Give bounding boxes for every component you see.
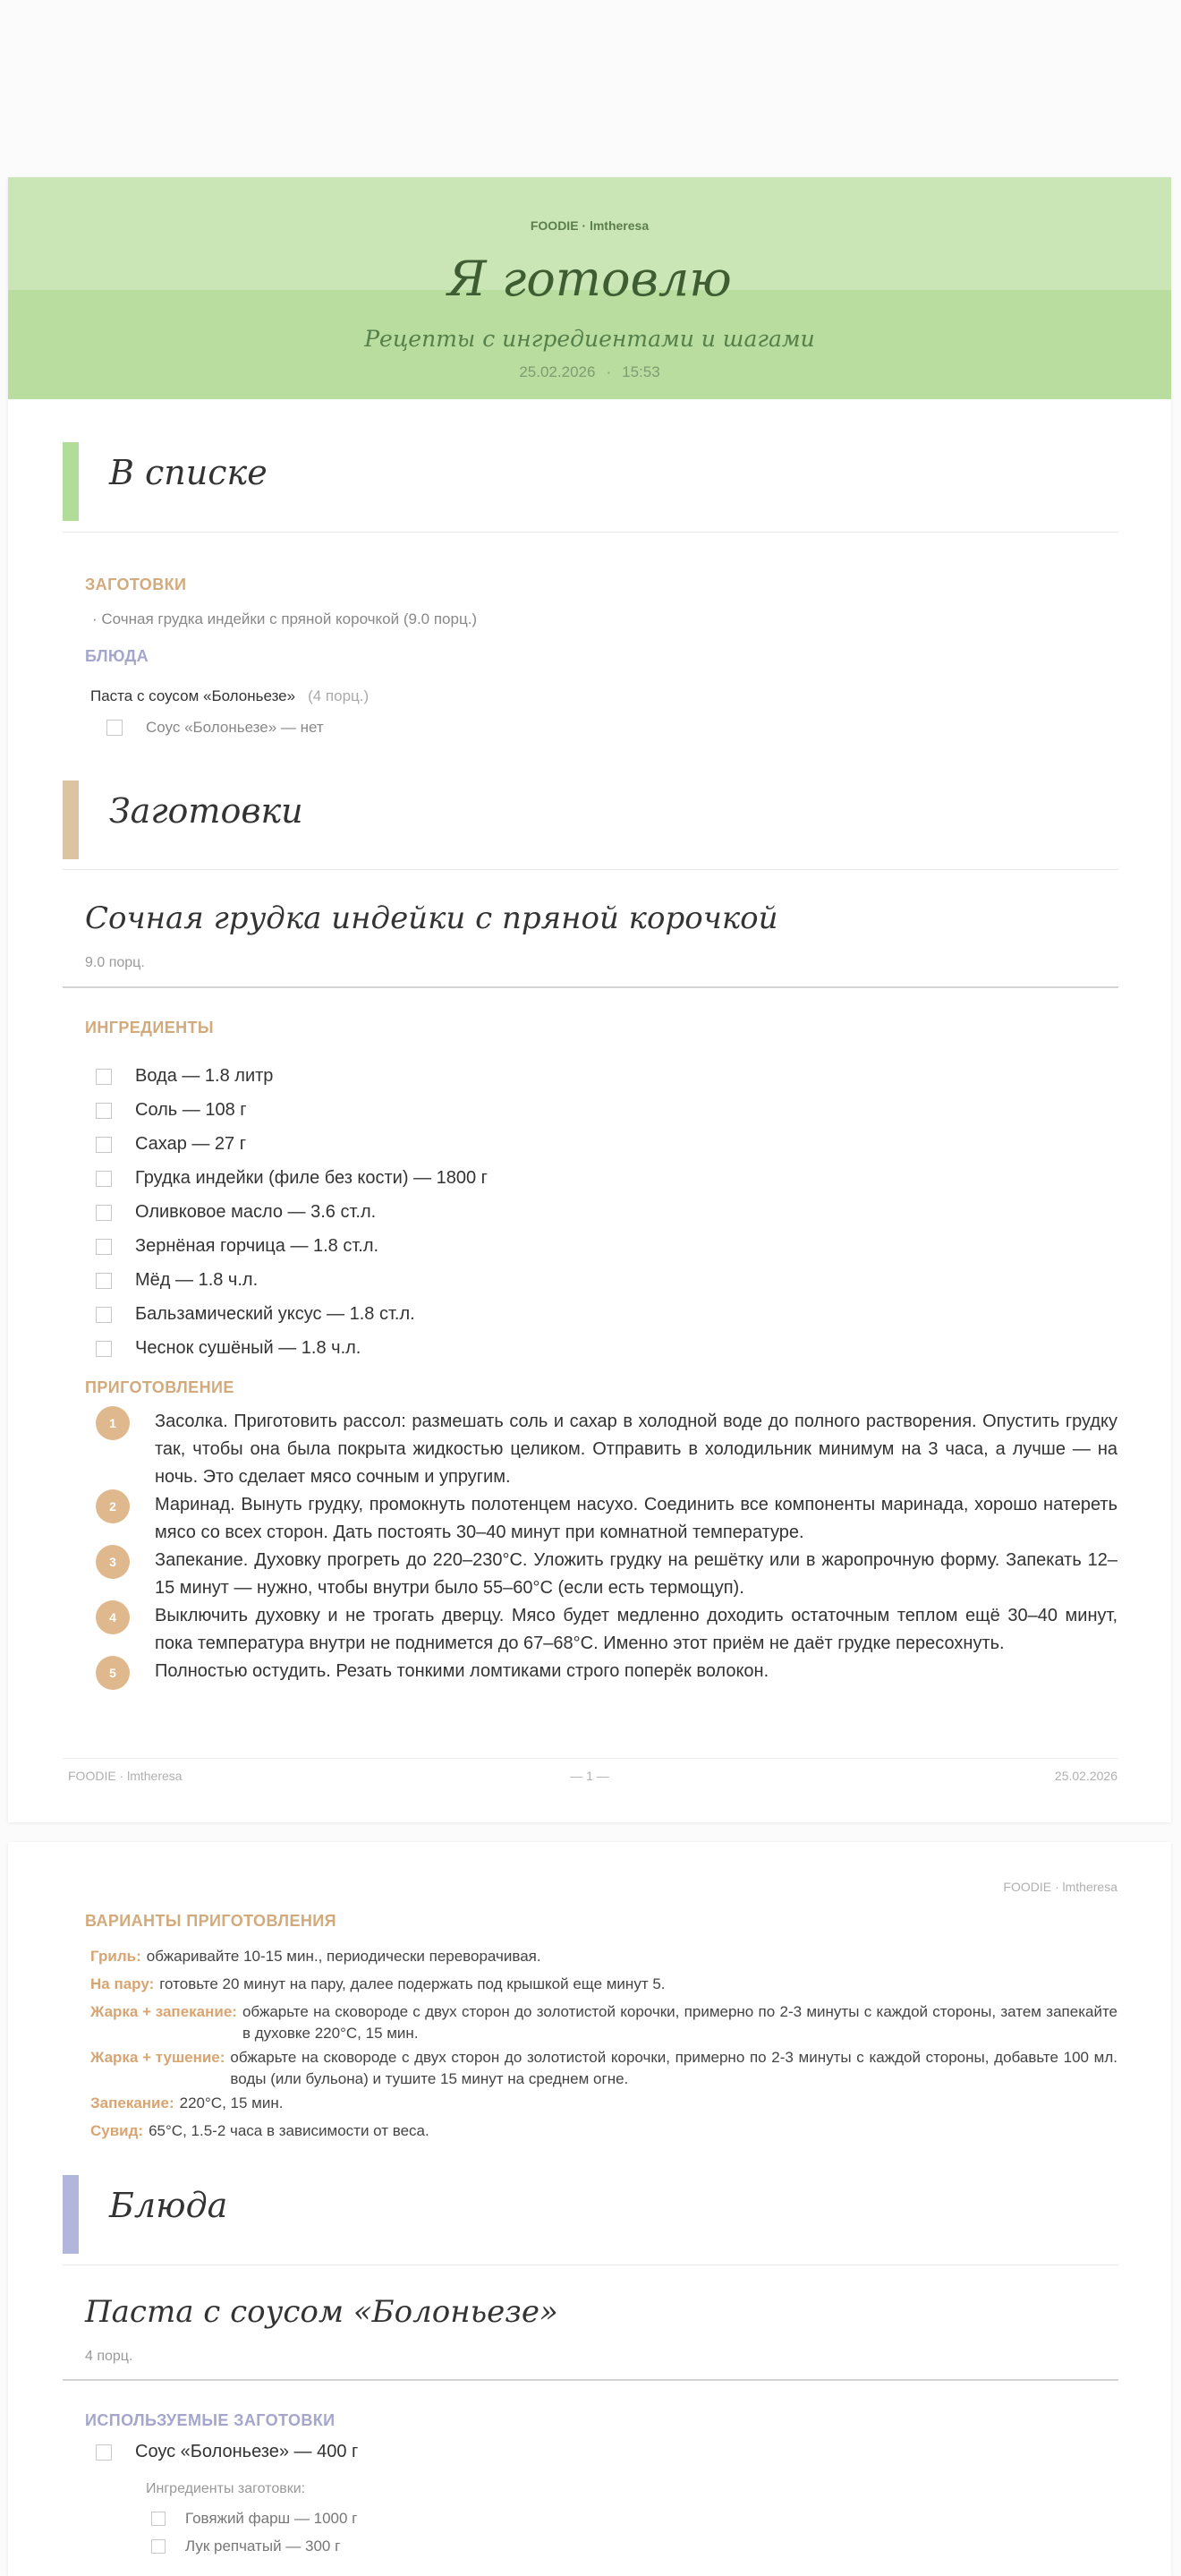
step-number: 3 <box>96 1545 130 1579</box>
section-title-preps: Заготовки <box>109 791 303 831</box>
document-header <box>8 177 1171 399</box>
step-text: Маринад. Вынуть грудку, промокнуть полотенцем насухо. Соединить все компоненты маринада, хорошо натереть мясо со всех сторон. Дать постоять 30–40 минут при комнатной температуре. <box>155 1495 1117 1542</box>
step-text: Запекание. Духовку прогреть до 220–230°С. Уложить грудку на решётку или в жаропрочную форму. Запекать 12–15 минут — нужно, чтобы внутри было 55–60°С (если есть термощуп). <box>155 1550 1117 1598</box>
variant-description: обжаривайте 10-15 мин., периодически переворачивая. <box>146 1948 541 1965</box>
section-accent-bar <box>63 442 79 521</box>
document-title: Я готовлю <box>447 251 732 307</box>
dish-portions: 4 порц. <box>85 2349 133 2364</box>
variant-description: 65°С, 1.5-2 часа в зависимости от веса. <box>149 2122 429 2139</box>
section-accent-bar <box>63 780 79 859</box>
variant-description: обжарьте на сковороде с двух сторон до золотистой корочки, примерно по 2-3 минуты с каждой стороны, добавьте 100 мл. воды (или бульона) и тушите 15 минут на среднем огне. <box>230 2049 1117 2087</box>
preps-label: ЗАГОТОВКИ <box>85 576 187 593</box>
dish-list-portions: (4 порц.) <box>308 687 370 704</box>
variant-item <box>90 2093 1117 2114</box>
dishes-label: БЛЮДА <box>85 647 149 665</box>
checkbox[interactable] <box>96 1307 112 1323</box>
dish-sub-item <box>106 719 324 737</box>
checkbox[interactable] <box>96 1239 112 1255</box>
step-number: 5 <box>96 1656 130 1690</box>
footer-brand: FOODIE · lmtheresa <box>68 1769 183 1783</box>
ingredients-label: ИНГРЕДИЕНТЫ <box>85 1019 214 1036</box>
prep-ingredients-label: Ингредиенты заготовки: <box>146 2481 306 2496</box>
ingredient-text: Вода — 1.8 литр <box>135 1066 274 1086</box>
steps-label: ПРИГОТОВЛЕНИЕ <box>85 1378 234 1396</box>
checkbox[interactable] <box>96 1171 112 1187</box>
footer-date: 25.02.2026 <box>1054 1769 1117 1783</box>
document-subtitle: Рецепты с ингредиентами и шагами <box>364 326 815 352</box>
checkbox[interactable] <box>96 1205 112 1221</box>
checkbox[interactable] <box>96 1137 112 1153</box>
variant-method: Запекание: <box>90 2094 174 2111</box>
section-title-in-list: В списке <box>109 453 268 492</box>
variant-item <box>90 1974 1117 1995</box>
datetime-separator: · <box>606 363 612 380</box>
variant-description: 220°С, 15 мин. <box>179 2094 284 2111</box>
prep-ingredient-item <box>151 2538 340 2555</box>
variant-method: Жарка + тушение: <box>90 2049 225 2066</box>
checkbox[interactable] <box>96 1341 112 1357</box>
checkbox[interactable] <box>151 2539 166 2554</box>
recipe-divider <box>63 986 1118 988</box>
prep-ingredient-text: Лук репчатый — 300 г <box>185 2538 341 2555</box>
ingredient-item <box>96 1168 488 1189</box>
step-item <box>96 1491 1117 1547</box>
document-date: 25.02.2026 <box>519 363 596 380</box>
step-text: Засолка. Приготовить рассол: размешать соль и сахар в холодной воде до полного растворения. Опустить грудку так, чтобы она была покрыта жидкостью целиком. Отправить в холодильник минимум на 3 часа, а лучше — на ночь. Это сделает мясо сочным и упругим. <box>155 1412 1117 1487</box>
ingredient-item <box>96 1202 376 1223</box>
dish-divider <box>63 2379 1118 2381</box>
ingredient-text: Мёд — 1.8 ч.л. <box>135 1270 259 1290</box>
ingredient-text: Сахар — 27 г <box>135 1134 247 1154</box>
checkbox[interactable] <box>96 1103 112 1119</box>
document-time: 15:53 <box>622 363 660 380</box>
section-accent-bar <box>63 2175 79 2254</box>
step-item <box>96 1408 1117 1491</box>
checkbox[interactable] <box>96 1273 112 1289</box>
section-title-dishes: Блюда <box>109 2186 228 2225</box>
recipe-portions: 9.0 порц. <box>85 955 145 970</box>
ingredient-text: Зернёная горчица — 1.8 ст.л. <box>135 1236 379 1256</box>
step-item <box>96 1602 1117 1658</box>
ingredient-item <box>96 1236 378 1257</box>
section-divider <box>63 869 1118 870</box>
checkbox[interactable] <box>96 2444 112 2461</box>
brand-label: FOODIE · lmtheresa <box>530 218 650 233</box>
page-header-brand: FOODIE · lmtheresa <box>1003 1880 1117 1894</box>
ingredient-text: Оливковое масло — 3.6 ст.л. <box>135 1202 377 1222</box>
variant-item <box>90 2001 1117 2044</box>
step-text: Выключить духовку и не трогать дверцу. Мясо будет медленно доходить остаточным теплом ещё 30–40 минут, пока температура внутри не поднимется до 67–68°С. Именно этот приём не даёт грудке пересохнуть. <box>155 1606 1117 1653</box>
step-item <box>96 1547 1117 1602</box>
step-number: 1 <box>96 1406 130 1440</box>
used-preps-label: ИСПОЛЬЗУЕМЫЕ ЗАГОТОВКИ <box>85 2411 336 2429</box>
step-number: 2 <box>96 1489 130 1523</box>
page-1 <box>8 177 1171 1822</box>
ingredient-item <box>96 1304 415 1325</box>
ingredient-text: Чеснок сушёный — 1.8 ч.л. <box>135 1338 361 1358</box>
dish-title: Паста с соусом «Болоньезе» <box>85 2294 558 2330</box>
footer-divider <box>63 1758 1118 1759</box>
dish-list-name: Паста с соусом «Болоньезе» <box>90 687 296 704</box>
ingredient-text: Соль — 108 г <box>135 1100 247 1120</box>
section-divider <box>63 532 1118 533</box>
document-datetime <box>8 363 1171 381</box>
variant-description: готовьте 20 минут на пару, далее подержать под крышкой еще минут 5. <box>159 1975 666 1992</box>
ingredient-item <box>96 1100 247 1121</box>
recipe-title: Сочная грудка индейки с пряной корочкой <box>85 900 778 936</box>
variant-item <box>90 2120 1117 2142</box>
dish-list-item <box>90 687 369 705</box>
ingredient-text: Грудка индейки (филе без кости) — 1800 г <box>135 1168 488 1188</box>
ingredient-item <box>96 1270 258 1291</box>
used-prep-text: Соус «Болоньезе» — 400 г <box>135 2442 359 2461</box>
variant-method: Жарка + запекание: <box>90 2003 237 2020</box>
variants-label: ВАРИАНТЫ ПРИГОТОВЛЕНИЯ <box>85 1912 336 1930</box>
step-number: 4 <box>96 1600 130 1634</box>
variant-method: На пару: <box>90 1975 155 1992</box>
ingredient-item <box>96 1134 246 1155</box>
ingredient-item <box>96 1338 361 1359</box>
step-item <box>96 1658 1117 1690</box>
step-text: Полностью остудить. Резать тонкими ломтиками строго поперёк волокон. <box>155 1661 769 1681</box>
variant-item <box>90 1946 1117 1967</box>
variant-description: обжарьте на сковороде с двух сторон до золотистой корочки, примерно по 2-3 минуты с каждой стороны, затем запекайте в духовке 220°С, 15 мин. <box>242 2003 1117 2042</box>
variant-method: Гриль: <box>90 1948 141 1965</box>
checkbox[interactable] <box>96 1069 112 1085</box>
prep-list-item: · Сочная грудка индейки с пряной корочкой (9.0 порц.) <box>92 610 478 627</box>
footer-page-number: — 1 — <box>570 1769 609 1783</box>
checkbox[interactable] <box>151 2512 166 2526</box>
page-2 <box>8 1842 1171 2576</box>
checkbox[interactable] <box>106 720 123 736</box>
ingredient-item <box>96 1066 273 1087</box>
variant-method: Сувид: <box>90 2122 144 2139</box>
prep-ingredient-text: Говяжий фарш — 1000 г <box>185 2510 358 2527</box>
prep-ingredient-item <box>151 2510 357 2528</box>
variant-item <box>90 2047 1117 2090</box>
ingredient-text: Бальзамический уксус — 1.8 ст.л. <box>135 1304 415 1324</box>
dish-sub-label: Соус «Болоньезе» — нет <box>146 719 324 736</box>
used-prep-item <box>96 2442 358 2462</box>
